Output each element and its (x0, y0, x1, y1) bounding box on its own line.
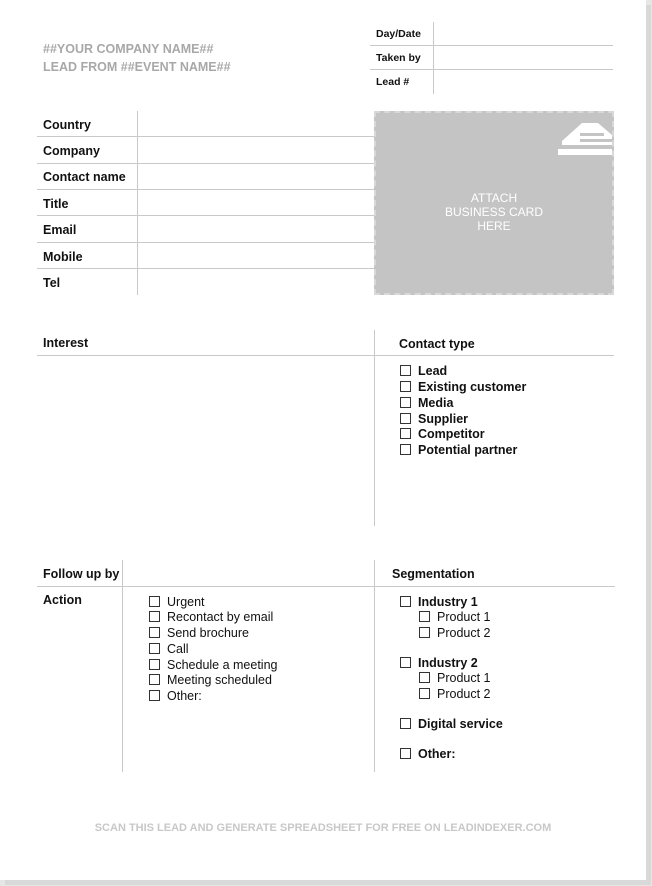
checkbox-icon (419, 688, 430, 699)
card-line-2: BUSINESS CARD (444, 205, 544, 219)
contact-type-potential-partner-checkbox[interactable]: Potential partner (400, 443, 517, 458)
segment-industry-1-checkbox[interactable]: Industry 1 (400, 595, 478, 610)
email-field[interactable] (140, 217, 370, 241)
card-line-1: ATTACH (470, 191, 518, 205)
interest-field[interactable] (40, 358, 370, 524)
tel-label: Tel (43, 276, 61, 290)
checkbox-icon (149, 659, 160, 670)
action-recontact-email-checkbox[interactable]: Recontact by email (149, 610, 273, 625)
card-dispenser-icon (556, 119, 612, 169)
segmentation-label: Segmentation (392, 567, 475, 581)
checkbox-icon (400, 748, 411, 759)
segment-digital-service-checkbox[interactable]: Digital service (400, 717, 503, 732)
day-date-label: Day/Date (376, 28, 421, 40)
checkbox-icon (400, 596, 411, 607)
checkbox-icon (149, 596, 160, 607)
checkbox-icon (400, 413, 411, 424)
footer-note: SCAN THIS LEAD AND GENERATE SPREADSHEET FOR FREE ON LEADINDEXER.COM (94, 822, 552, 834)
contact-name-field[interactable] (140, 165, 370, 188)
checkbox-icon (149, 627, 160, 638)
checkbox-icon (149, 690, 160, 701)
segment-industry-2-product-1-checkbox[interactable]: Product 1 (419, 671, 491, 686)
interest-label: Interest (43, 336, 89, 350)
title-field[interactable] (140, 191, 370, 214)
checkbox-icon (400, 444, 411, 455)
company-name-placeholder: ##YOUR COMPANY NAME## (43, 42, 214, 56)
checkbox-icon (400, 428, 411, 439)
contact-type-existing-customer-checkbox[interactable]: Existing customer (400, 380, 526, 395)
event-name-placeholder: LEAD FROM ##EVENT NAME## (43, 60, 231, 74)
checkbox-icon (149, 674, 160, 685)
contact-type-label: Contact type (399, 337, 475, 351)
segment-industry-1-product-1-checkbox[interactable]: Product 1 (419, 610, 491, 625)
checkbox-icon (419, 611, 430, 622)
country-field[interactable] (140, 112, 370, 135)
mobile-field[interactable] (140, 244, 370, 267)
checkbox-icon (400, 657, 411, 668)
contact-type-competitor-checkbox[interactable]: Competitor (400, 427, 485, 442)
segment-industry-2-checkbox[interactable]: Industry 2 (400, 656, 478, 671)
tel-field[interactable] (140, 270, 370, 294)
contact-name-label: Contact name (43, 170, 126, 184)
segment-industry-2-product-2-checkbox[interactable]: Product 2 (419, 687, 491, 702)
title-label: Title (43, 197, 69, 211)
taken-by-field[interactable] (440, 48, 610, 68)
card-line-3: HERE (477, 219, 511, 233)
action-meeting-scheduled-checkbox[interactable]: Meeting scheduled (149, 673, 272, 688)
contact-type-supplier-checkbox[interactable]: Supplier (400, 412, 468, 427)
checkbox-icon (149, 643, 160, 654)
day-date-field[interactable] (440, 24, 610, 44)
company-field[interactable] (140, 138, 370, 162)
checkbox-icon (419, 672, 430, 683)
action-other-checkbox[interactable]: Other: (149, 689, 202, 704)
segment-industry-1-product-2-checkbox[interactable]: Product 2 (419, 626, 491, 641)
checkbox-icon (419, 627, 430, 638)
country-label: Country (43, 118, 91, 132)
segment-other-checkbox[interactable]: Other: (400, 747, 456, 762)
checkbox-icon (149, 611, 160, 622)
company-label: Company (43, 144, 100, 158)
action-urgent-checkbox[interactable]: Urgent (149, 595, 205, 610)
checkbox-icon (400, 397, 411, 408)
follow-up-label: Follow up by (43, 567, 120, 581)
contact-type-lead-checkbox[interactable]: Lead (400, 364, 447, 379)
action-schedule-meeting-checkbox[interactable]: Schedule a meeting (149, 658, 278, 673)
lead-number-label: Lead # (376, 76, 410, 88)
contact-type-media-checkbox[interactable]: Media (400, 396, 453, 411)
checkbox-icon (400, 381, 411, 392)
action-label: Action (43, 593, 82, 607)
lead-number-field[interactable] (440, 72, 610, 92)
action-call-checkbox[interactable]: Call (149, 642, 189, 657)
action-send-brochure-checkbox[interactable]: Send brochure (149, 626, 249, 641)
checkbox-icon (400, 718, 411, 729)
mobile-label: Mobile (43, 250, 83, 264)
taken-by-label: Taken by (376, 52, 421, 64)
business-card-area[interactable] (374, 111, 614, 295)
checkbox-icon (400, 365, 411, 376)
email-label: Email (43, 223, 77, 237)
